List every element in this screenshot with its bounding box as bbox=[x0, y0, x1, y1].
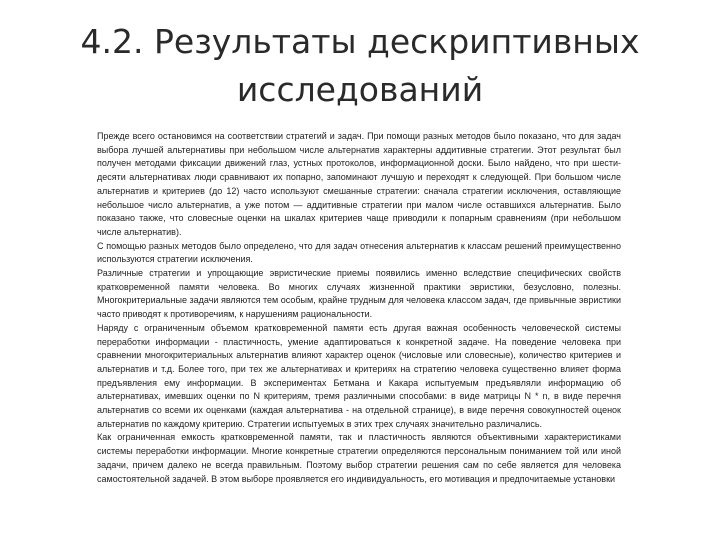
body-paragraph-4: Наряду с ограниченным объемом кратковременной памяти есть другая важная особенность человеческой системы переработки информации - пластичность, умение адаптироваться к конкретной задаче. На поведение человека при сравнении многокритериальных альтернатив влияют характер оценок (числовые или словесные), количество критериев и альтернатив и т.д. Более того, при тех же альтернативах и критериях на стратегию человека существенно влияет форма предъявления ему информации. В экспериментах Бетмана и Какара испытуемым предъявляли информацию об альтернативах, имевших оценки по N критериям, тремя различными способами: в виде матрицы N * n, в виде перечня альтернатив со всеми их оценками (каждая альтернатива - на отдельной странице), в виде перечня совокупностей оценок альтернатив по каждому критерию. Стратегии испытуемых в этих трех случаях значительно различались. bbox=[97, 322, 621, 429]
slide-title bbox=[60, 18, 660, 114]
slide-title-line-2: исследований bbox=[236, 70, 484, 109]
body-paragraph-2: С помощью разных методов было определено, что для задач отнесения альтернатив к классам решений преимущественно используются стратегии исключения. bbox=[97, 240, 621, 265]
slide-title-line-1: 4.2. Результаты дескриптивных bbox=[80, 22, 640, 61]
slide-body bbox=[97, 130, 621, 486]
body-paragraph-3: Различные стратегии и упрощающие эвристические приемы появились именно вследствие специфических свойств кратковременной памяти человека. Во многих случаях жизненной практики эвристики, безусловно, полезны. Многокритериальные задачи являются тем особым, крайне трудным для человека классом задач, где привычные эвристики часто приводят к противоречиям, к нарушениям рациональности. bbox=[97, 268, 621, 320]
body-paragraph-5: Как ограниченная емкость кратковременной памяти, так и пластичность являются объективными характеристиками системы переработки информации. Многие конкретные стратегии определяются персональным пониманием той или иной задачи, причем далеко не всегда правильным. Поэтому выбор стратегии решения сам по себе является для человека самостоятельной задачей. В этом выборе проявляется его индивидуальность, его мотивация и предпочитаемые установки bbox=[97, 432, 621, 484]
body-paragraph-1: Прежде всего остановимся на соответствии стратегий и задач. При помощи разных методов было показано, что для задач выбора лучшей альтернативы при небольшом числе альтернатив характерны аддитивные стратегии. Этот результат был получен методами фиксации движений глаз, устных протоколов, информационной доски. Было найдено, что при шести-десяти альтернативах люди сравнивают их попарно, запоминают лучшую и переходят к следующей. При большом числе альтернатив и критериев (до 12) часто используют смешанные стратегии: сначала стратегии исключения, оставляющие небольшое число альтернатив, а уже потом — аддитивные стратегии при малом числе оставшихся альтернатив. Было показано также, что словесные оценки на шкалах критериев чаще приводили к попарным сравнениям (при небольшом числе альтернатив). bbox=[97, 131, 621, 237]
